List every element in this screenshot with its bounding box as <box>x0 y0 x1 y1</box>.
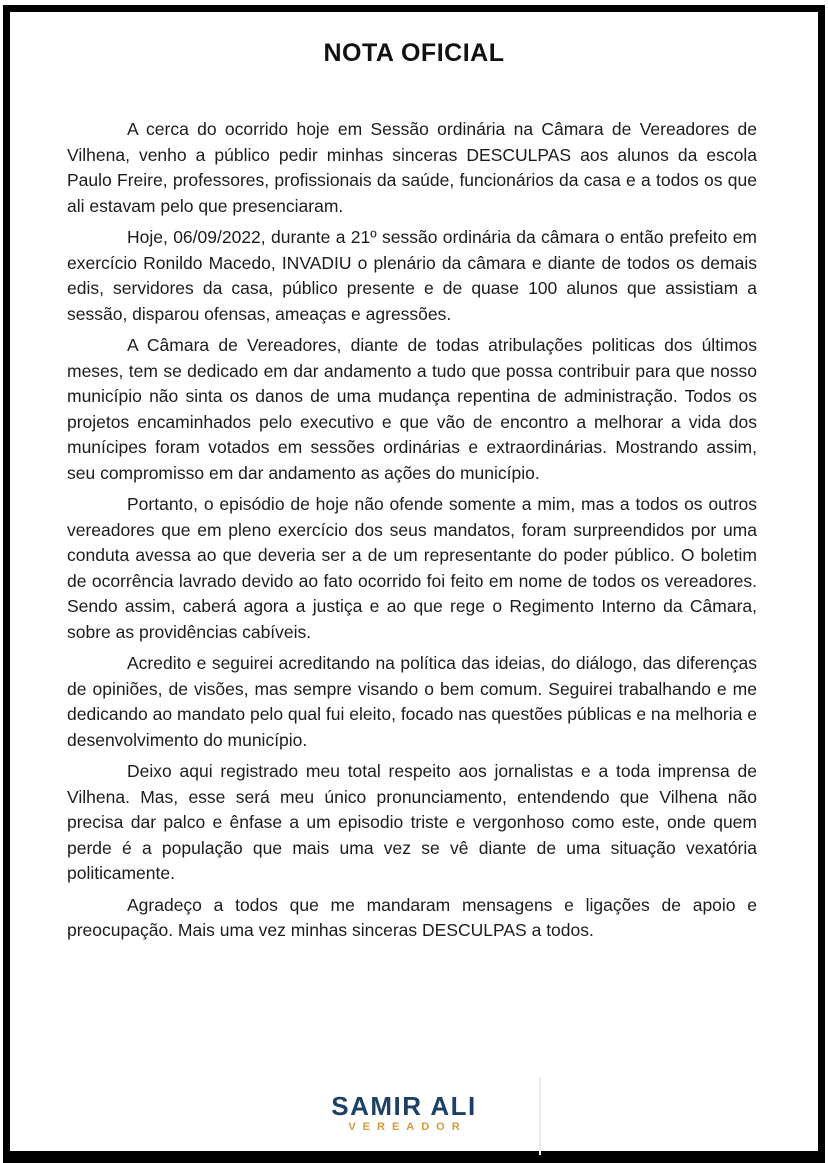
paragraph: Agradeço a todos que me mandaram mensagens e ligações de apoio e preocupação. Mais uma vez minhas sinceras DESCULPAS a todos. <box>67 894 757 940</box>
paragraph: Hoje, 06/09/2022, durante a 21º sessão ordinária da câmara o então prefeito em exercício Ronildo Macedo, INVADIU o plenário da câmara e diante de todos os demais edis, servidores da casa, público presente e de quase 100 alunos que assistiam a sessão, disparou ofensas, ameaças e agressões. <box>67 227 757 324</box>
page-title: NOTA OFICIAL <box>323 39 505 67</box>
footer-logo <box>0 1093 808 1133</box>
logo-name: SAMIR ALI <box>331 1091 477 1121</box>
document-page <box>3 5 825 1163</box>
paragraph: A Câmara de Vereadores, diante de todas atribulações politicas dos últimos meses, tem se dedicado em dar andamento a tudo que possa contribuir para que nosso município não sinta os danos de uma mudança repentina de administração. Todos os projetos encaminhados pelo executivo e que vão de encontro a melhorar a vida dos munícipes foram votados em sessões ordinárias e extraordinárias. Mostrando assim, seu compromisso em dar andamento as ações do município. <box>67 335 757 483</box>
paragraph: Acredito e seguirei acreditando na política das ideias, do diálogo, das diferenças de opiniões, de visões, mas sempre visando o bem comum. Seguirei trabalhando e me dedicando ao mandato pelo qual fui eleito, focado nas questões públicas e na melhoria e desenvolvimento do município. <box>67 653 757 750</box>
document-body <box>10 117 818 944</box>
logo-subtitle: VEREADOR <box>348 1121 467 1133</box>
paragraph: A cerca do ocorrido hoje em Sessão ordinária na Câmara de Vereadores de Vilhena, venho a público pedir minhas sinceras DESCULPAS aos alunos da escola Paulo Freire, professores, profissionais da saúde, funcionários da casa e a todos os que ali estavam pelo que presenciaram. <box>67 119 757 216</box>
paragraph: Portanto, o episódio de hoje não ofende somente a mim, mas a todos os outros vereadores que em pleno exercício dos seus mandatos, foram surpreendidos por uma conduta avessa ao que deveria ser a de um representante do poder público. O boletim de ocorrência lavrado devido ao fato ocorrido foi feito em nome de todos os vereadores. Sendo assim, caberá agora a justiça e ao que rege o Regimento Interno da Câmara, sobre as providências cabíveis. <box>67 494 757 642</box>
paragraph: Deixo aqui registrado meu total respeito aos jornalistas e a toda imprensa de Vilhena. Mas, esse será meu único pronunciamento, entendendo que Vilhena não precisa dar palco e ênfase a um episodio triste e vergonhoso como este, onde quem perde é a população que mais uma vez se vê diante de uma situação vexatória politicamente. <box>67 761 757 883</box>
